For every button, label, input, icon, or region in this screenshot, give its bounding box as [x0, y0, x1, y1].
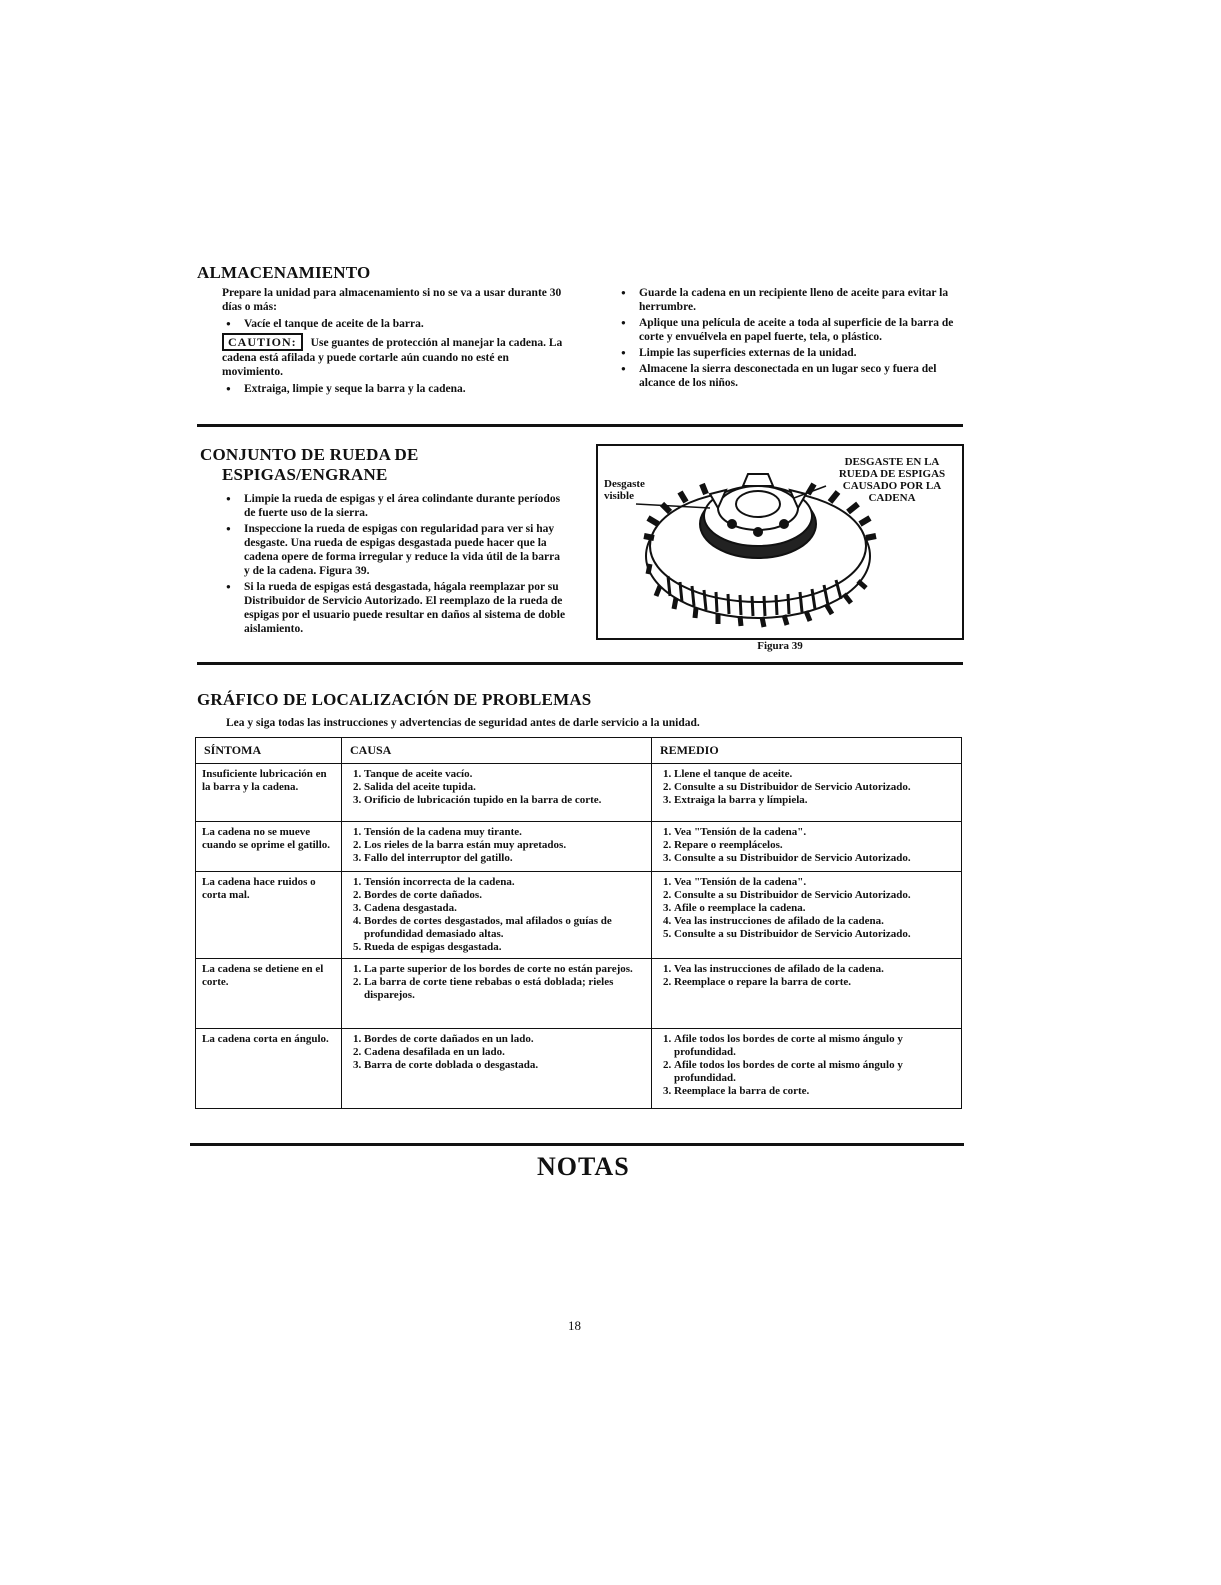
figure-label-sprocket-wear	[824, 456, 960, 504]
notes-title: NOTAS	[537, 1152, 630, 1181]
sprocket-hub	[700, 474, 816, 558]
remedy-item: 1. Vea las instrucciones de afilado de la cadena.	[674, 963, 955, 976]
remedy-cell	[652, 1029, 962, 1109]
figure-label-visible-wear	[604, 478, 645, 502]
sprocket-heading-line1: CONJUNTO DE RUEDA DE	[200, 445, 419, 464]
troubleshooting-table	[195, 737, 962, 1109]
figure-39-box	[596, 444, 964, 640]
remedy-item: 2. Afile todos los bordes de corte al mismo ángulo y profundidad.	[674, 1059, 955, 1085]
troubleshooting-intro: Lea y siga todas las instrucciones y advertencias de seguridad antes de darle servicio a la unidad.	[226, 717, 700, 729]
remedy-item: 2. Consulte a su Distribuidor de Servicio Autorizado.	[674, 781, 955, 794]
sprocket-bullets	[222, 492, 567, 636]
storage-bullet-remove: ● Extraiga, limpie y seque la barra y la cadena.	[222, 382, 567, 396]
cause-item: 3. Barra de corte doblada o desgastada.	[364, 1059, 645, 1072]
remedy-item: 4. Vea las instrucciones de afilado de la cadena.	[674, 915, 955, 928]
header-cause: CAUSA	[342, 738, 652, 764]
caution-text: Use guantes de protección al manejar la cadena. La cadena está afilada y puede cortarle aún cuando no esté en movimiento.	[222, 337, 563, 378]
cause-item: 1. Tensión de la cadena muy tirante.	[364, 826, 645, 839]
symptom-cell: La cadena se detiene en el corte.	[196, 959, 342, 1029]
table-row	[196, 872, 962, 959]
storage-intro: Prepare la unidad para almacenamiento si no se va a usar durante 30 días o más:	[222, 287, 562, 313]
sprocket-bullet-inspect: ● Inspeccione la rueda de espigas con regularidad para ver si hay desgaste. Una rueda de espigas desgastada puede hacer que la cadena opere de forma irregular y reduce la vida útil de la barra y de la cadena. Figura 39.	[222, 522, 567, 578]
caution-label: CAUTION:	[222, 333, 303, 351]
section-divider-2	[197, 662, 963, 665]
symptom-cell: Insuficiente lubricación en la barra y la cadena.	[196, 764, 342, 822]
cause-item: 2. Salida del aceite tupida.	[364, 781, 645, 794]
header-symptom: SÍNTOMA	[196, 738, 342, 764]
remedy-item: 1. Vea "Tensión de la cadena".	[674, 826, 955, 839]
remedy-cell	[652, 764, 962, 822]
sprocket-bullet-clean: ● Limpie la rueda de espigas y el área colindante durante períodos de fuerte uso de la sierra.	[222, 492, 567, 520]
storage-bullet-bar-film: ● Aplique una película de aceite a toda al superficie de la barra de corte y envuélvela en papel fuerte, tela, o plástico.	[617, 316, 962, 344]
storage-right-column	[617, 286, 962, 392]
sprocket-column	[222, 492, 567, 638]
remedy-item: 1. Afile todos los bordes de corte al mismo ángulo y profundidad.	[674, 1033, 955, 1059]
cause-item: 1. Bordes de corte dañados en un lado.	[364, 1033, 645, 1046]
table-row	[196, 764, 962, 822]
remedy-item: 3. Afile o reemplace la cadena.	[674, 902, 955, 915]
figure-39-caption: Figura 39	[757, 640, 803, 652]
storage-bullets-left	[222, 317, 567, 331]
cause-cell	[342, 872, 652, 959]
symptom-cell: La cadena hace ruidos o corta mal.	[196, 872, 342, 959]
remedy-cell	[652, 822, 962, 872]
cause-cell	[342, 1029, 652, 1109]
storage-bullets-left-2	[222, 382, 567, 396]
cause-item: 1. La parte superior de los bordes de corte no están parejos.	[364, 963, 645, 976]
figure-label-right-line2: RUEDA DE ESPIGAS	[838, 468, 946, 480]
remedy-item: 2. Consulte a su Distribuidor de Servicio Autorizado.	[674, 889, 955, 902]
cause-cell	[342, 764, 652, 822]
cause-item: 2. Cadena desafilada en un lado.	[364, 1046, 645, 1059]
figure-label-left-line1: Desgaste	[604, 478, 645, 490]
symptom-cell: La cadena corta en ángulo.	[196, 1029, 342, 1109]
cause-item: 1. Tensión incorrecta de la cadena.	[364, 876, 645, 889]
remedy-item: 3. Consulte a su Distribuidor de Servicio Autorizado.	[674, 852, 955, 865]
remedy-item: 1. Llene el tanque de aceite.	[674, 768, 955, 781]
section-divider	[197, 424, 963, 427]
cause-item: 4. Bordes de cortes desgastados, mal afilados o guías de profundidad demasiado altas.	[364, 915, 645, 941]
caution-block	[222, 333, 567, 379]
remedy-item: 3. Reemplace la barra de corte.	[674, 1085, 955, 1098]
figure-label-right-line4: CADENA	[868, 492, 916, 504]
cause-item: 3. Orificio de lubricación tupido en la barra de corte.	[364, 794, 645, 807]
cause-cell	[342, 822, 652, 872]
remedy-item: 5. Consulte a su Distribuidor de Servicio Autorizado.	[674, 928, 955, 941]
remedy-cell	[652, 872, 962, 959]
remedy-item: 1. Vea "Tensión de la cadena".	[674, 876, 955, 889]
storage-bullets-right	[617, 286, 962, 390]
storage-bullet-clean: ● Limpie las superficies externas de la unidad.	[617, 346, 962, 360]
figure-label-left-line2: visible	[604, 490, 634, 502]
storage-bullet-store: ● Almacene la sierra desconectada en un lugar seco y fuera del alcance de los niños.	[617, 362, 962, 390]
cause-item: 2. Los rieles de la barra están muy apretados.	[364, 839, 645, 852]
cause-item: 3. Cadena desgastada.	[364, 902, 645, 915]
remedy-item: 2. Reemplace o repare la barra de corte.	[674, 976, 955, 989]
table-row	[196, 822, 962, 872]
remedy-item: 3. Extraiga la barra y límpiela.	[674, 794, 955, 807]
table-header-row	[196, 738, 962, 764]
storage-bullet-chain-oil: ● Guarde la cadena en un recipiente lleno de aceite para evitar la herrumbre.	[617, 286, 962, 314]
table-row	[196, 1029, 962, 1109]
storage-left-column	[222, 286, 567, 398]
cause-item: 2. La barra de corte tiene rebabas o está doblada; rieles disparejos.	[364, 976, 645, 1002]
figure-label-right-line1: DESGASTE EN LA	[844, 456, 940, 468]
cause-item: 5. Rueda de espigas desgastada.	[364, 941, 645, 954]
symptom-cell: La cadena no se mueve cuando se oprime el gatillo.	[196, 822, 342, 872]
storage-bullet-drain: ● Vacíe el tanque de aceite de la barra.	[222, 317, 567, 331]
cause-item: 2. Bordes de corte dañados.	[364, 889, 645, 902]
sprocket-bullet-replace: ● Si la rueda de espigas está desgastada, hágala reemplazar por su Distribuidor de Servicio Autorizado. El reemplazo de la rueda de espigas por el usuario puede resultar en daños al sistema de doble aislamiento.	[222, 580, 567, 636]
page-number: 18	[568, 1318, 581, 1333]
remedy-cell	[652, 959, 962, 1029]
cause-item: 1. Tanque de aceite vacío.	[364, 768, 645, 781]
table-row	[196, 959, 962, 1029]
remedy-item: 2. Repare o reemplácelos.	[674, 839, 955, 852]
sprocket-heading-line2: ESPIGAS/ENGRANE	[222, 465, 388, 484]
figure-label-right-line3: CAUSADO POR LA	[842, 480, 942, 492]
troubleshooting-heading: GRÁFICO DE LOCALIZACIÓN DE PROBLEMAS	[197, 690, 592, 709]
sprocket-heading	[200, 445, 419, 485]
cause-item: 3. Fallo del interruptor del gatillo.	[364, 852, 645, 865]
notes-divider	[190, 1143, 964, 1146]
storage-heading: ALMACENAMIENTO	[197, 263, 371, 282]
header-remedy: REMEDIO	[652, 738, 962, 764]
cause-cell	[342, 959, 652, 1029]
